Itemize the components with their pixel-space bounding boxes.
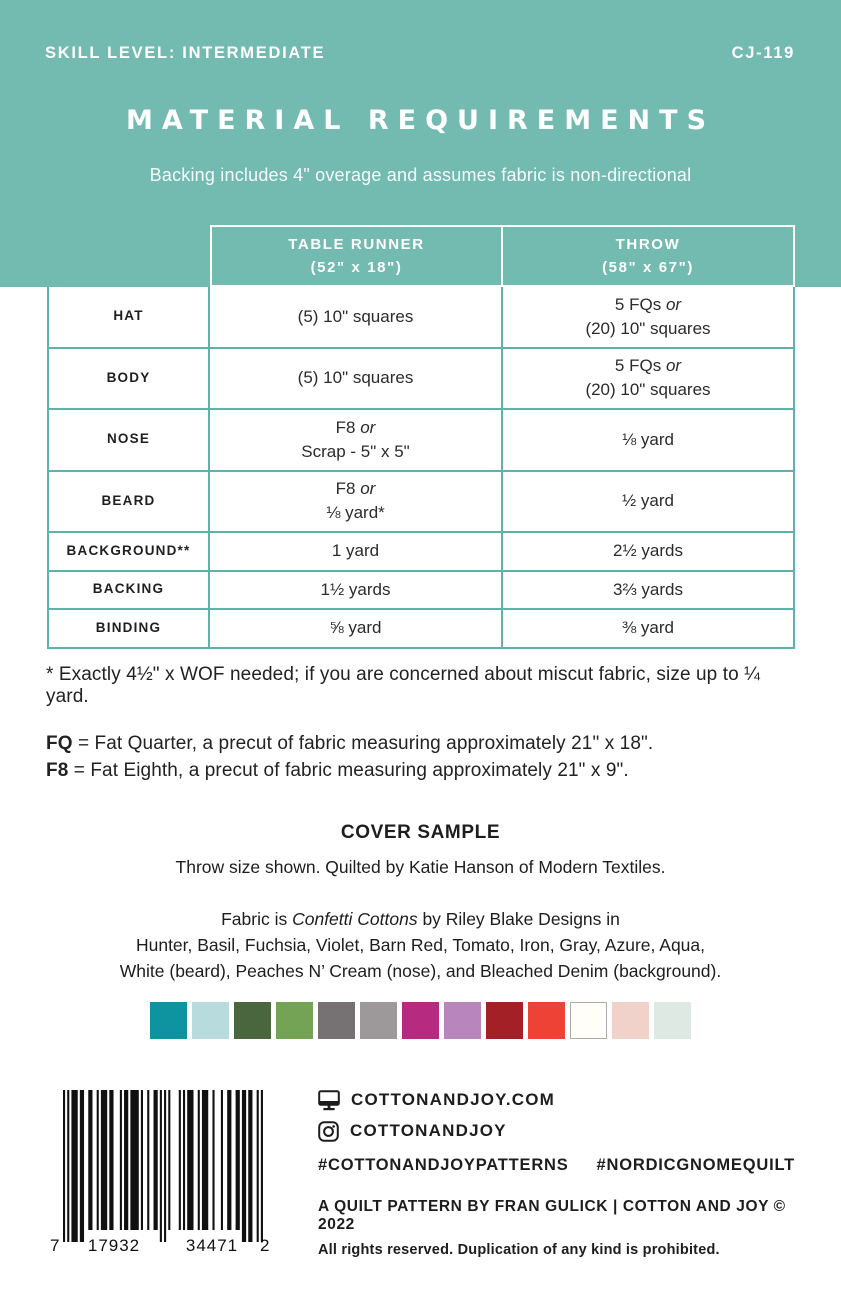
instagram-handle: COTTONANDJOY: [350, 1121, 507, 1140]
swatch-aqua: [192, 1002, 229, 1039]
table-runner-cell: F8 or Scrap - 5" x 5": [210, 410, 503, 472]
rights-line: All rights reserved. Duplication of any kind is prohibited.: [318, 1242, 720, 1258]
barcode-digit: 7: [50, 1236, 61, 1255]
f8-definition: [46, 757, 798, 784]
fabric-line: [0, 906, 841, 932]
row-label: BINDING: [47, 610, 210, 649]
table-runner-cell: (5) 10" squares: [210, 349, 503, 411]
instagram-icon: [318, 1121, 339, 1142]
throw-cell: ⅜ yard: [503, 610, 795, 649]
fabric-post: by Riley Blake Designs in: [417, 909, 620, 929]
swatch-violet: [444, 1002, 481, 1039]
website-row: [318, 1088, 795, 1112]
table-row: [47, 287, 795, 349]
f8-term: F8: [46, 760, 69, 781]
skill-level-label: SKILL LEVEL: INTERMEDIATE: [45, 44, 326, 62]
column-dims: (58" x 67"): [602, 259, 694, 276]
fabric-name: Confetti Cottons: [292, 909, 418, 929]
fabric-swatch-row: [0, 1002, 841, 1039]
notes-section: [46, 664, 798, 784]
barcode-digit: 34471: [185, 1236, 239, 1255]
asterisk-note: * Exactly 4½" x WOF needed; if you are concerned about miscut fabric, size up to ¼ yard.: [46, 664, 761, 707]
instagram-row: [318, 1119, 795, 1143]
swatch-bleached-denim: [654, 1002, 691, 1039]
table-runner-cell: (5) 10" squares: [210, 287, 503, 349]
fabric-colors-line1: Hunter, Basil, Fuchsia, Violet, Barn Red, Tomato, Iron, Gray, Azure, Aqua,: [135, 935, 706, 955]
swatch-peaches-n-cream: [612, 1002, 649, 1039]
throw-cell: 2½ yards: [503, 533, 795, 572]
row-label: NOSE: [47, 410, 210, 472]
fabric-pre: Fabric is: [221, 909, 293, 929]
f8-text: = Fat Eighth, a precut of fabric measuring approximately 21" x 9".: [68, 760, 629, 781]
fq-term: FQ: [46, 733, 73, 754]
cover-sample-credit: Throw size shown. Quilted by Katie Hanson of Modern Textiles.: [175, 857, 666, 877]
barcode-digit: 17932: [87, 1236, 141, 1255]
table-runner-cell: F8 or ⅛ yard*: [210, 472, 503, 534]
monitor-icon: [318, 1090, 340, 1111]
table-row: [47, 572, 795, 611]
throw-cell: ⅛ yard: [503, 410, 795, 472]
barcode-bars: [50, 1090, 280, 1242]
table-row: [47, 349, 795, 411]
table-header-row: [47, 225, 795, 287]
throw-cell: 5 FQs or (20) 10" squares: [503, 349, 795, 411]
credit-line: A QUILT PATTERN BY FRAN GULICK | COTTON AND JOY © 2022: [318, 1198, 786, 1233]
row-label: BACKING: [47, 572, 210, 611]
table-row: [47, 410, 795, 472]
row-label: BODY: [47, 349, 210, 411]
row-label: BACKGROUND**: [47, 533, 210, 572]
table-row: [47, 610, 795, 649]
swatch-gray: [360, 1002, 397, 1039]
fq-definition: [46, 730, 798, 757]
swatch-tomato: [528, 1002, 565, 1039]
material-requirements-table: [47, 225, 795, 649]
pattern-code: CJ-119: [731, 44, 795, 62]
hashtag-row: [318, 1156, 795, 1175]
swatch-hunter: [234, 1002, 271, 1039]
table-row: [47, 533, 795, 572]
swatch-barn-red: [486, 1002, 523, 1039]
swatch-iron: [318, 1002, 355, 1039]
page-title: MATERIAL REQUIREMENTS: [125, 105, 716, 136]
barcode-digit: 2: [260, 1236, 271, 1255]
fabric-colors-line2: White (beard), Peaches N’ Cream (nose), and Bleached Denim (background).: [119, 961, 722, 981]
footer: [318, 1088, 795, 1258]
table-runner-cell: ⅝ yard: [210, 610, 503, 649]
barcode: [50, 1090, 280, 1260]
swatch-azure: [150, 1002, 187, 1039]
column-name: THROW: [615, 235, 681, 253]
swatch-fuchsia: [402, 1002, 439, 1039]
website-url: COTTONANDJOY.COM: [351, 1090, 556, 1109]
cover-sample-section: [0, 822, 841, 984]
hashtag-patterns: #COTTONANDJOYPATTERNS: [318, 1156, 569, 1174]
header-top-row: [45, 44, 795, 63]
cover-sample-heading: COVER SAMPLE: [340, 822, 501, 843]
column-header-throw: [503, 225, 795, 287]
throw-cell: 3⅔ yards: [503, 572, 795, 611]
swatch-white: [570, 1002, 607, 1039]
row-label: BEARD: [47, 472, 210, 534]
table-runner-cell: 1 yard: [210, 533, 503, 572]
column-name: TABLE RUNNER: [288, 235, 425, 253]
table-runner-cell: 1½ yards: [210, 572, 503, 611]
fabric-description: [0, 906, 841, 984]
throw-cell: 5 FQs or (20) 10" squares: [503, 287, 795, 349]
page-subtitle: Backing includes 4" overage and assumes fabric is non-directional: [149, 165, 692, 185]
table-row: [47, 472, 795, 534]
fq-text: = Fat Quarter, a precut of fabric measuring approximately 21" x 18".: [72, 733, 654, 754]
row-label: HAT: [47, 287, 210, 349]
hashtag-quilt: #NORDICGNOMEQUILT: [596, 1156, 795, 1174]
column-header-table-runner: [210, 225, 503, 287]
table-header-spacer: [47, 225, 210, 287]
column-dims: (52" x 18"): [310, 259, 403, 276]
swatch-basil: [276, 1002, 313, 1039]
table-body: [47, 287, 795, 649]
throw-cell: ½ yard: [503, 472, 795, 534]
